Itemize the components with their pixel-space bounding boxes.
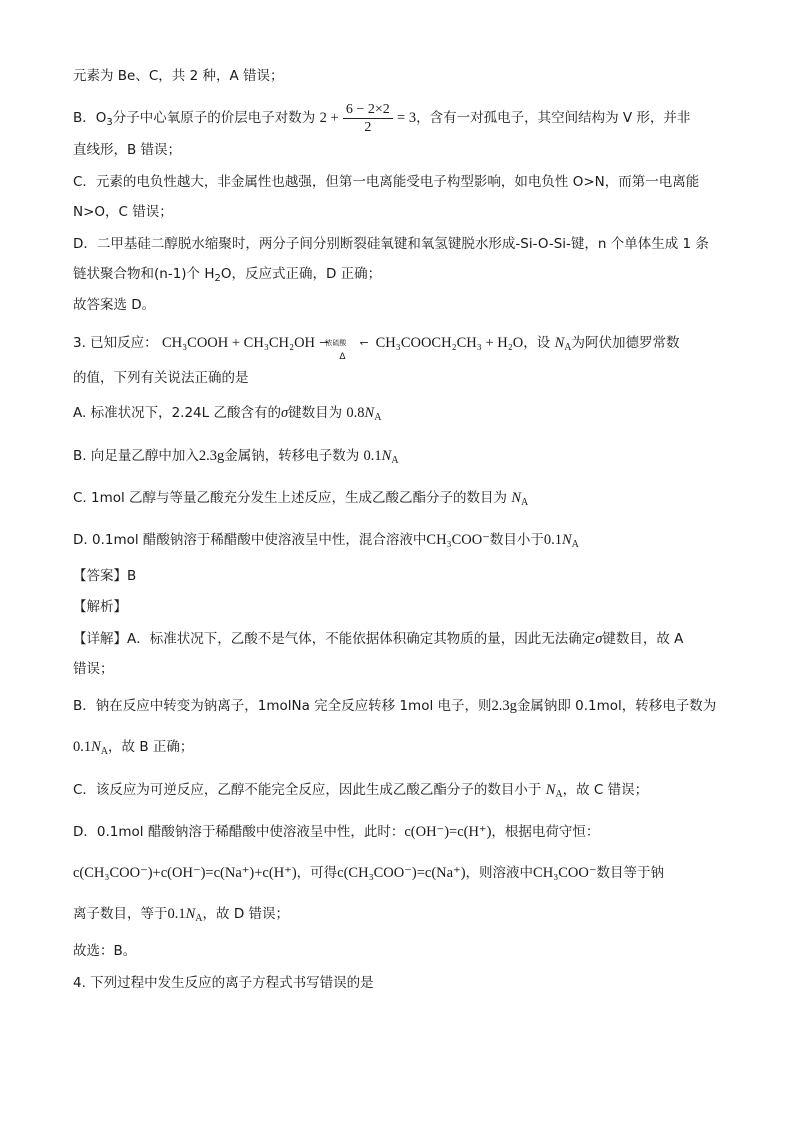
text-line: 的值，下列有关说法正确的是: [73, 370, 249, 386]
text-line: 直线形，B 错误；: [73, 142, 182, 158]
numerator: 6 − 2×2: [343, 101, 393, 119]
text-line: [73, 99, 690, 142]
fraction: [343, 101, 393, 136]
text-line: 【详解】A．标准状况下，乙酸不是气体，不能依据体积确定其物质的量，因此无法确定σ键数目，故 A: [73, 631, 684, 647]
text-line: $0.1N_A$，故 B 正确；: [73, 739, 194, 757]
subscript: 2: [214, 273, 221, 284]
equation-reactants: CH₃COOH + CH₃CH₂OH: [161, 335, 316, 351]
text-line: 故答案选 D。: [73, 297, 156, 313]
text-line: B．钠在反应中转变为钠离子，1molNa 完全反应转移 1mol 电子，则2.3g金属钠即 0.1mol，转移电子数为: [73, 698, 717, 714]
text-line: D．二甲基硅二醇脱水缩聚时，两分子间分别断裂硅氧键和氧氢键脱水形成-Si-O-Si-键，n 个单体生成 1 条: [73, 236, 709, 252]
sigma-symbol: σ: [280, 405, 289, 421]
text-line: 元素为 Be、C，共 2 种，A 错误；: [73, 68, 284, 84]
text-line: c(CH₃COO⁻)+c(OH⁻)=c(Na⁺)+c(H⁺)，可得c(CH₃COO⁻)=c(Na⁺)，则溶液中CH₃COO⁻数目等于钠: [73, 865, 665, 881]
text-line: [73, 265, 381, 288]
equation-products: CH₃COOCH₂CH₃ + H₂O: [375, 335, 524, 351]
text: 为阿伏加德罗常数: [571, 335, 680, 351]
text: 3. 已知反应：: [73, 335, 158, 351]
text-line: 离子数目，等于$0.1N_A$，故 D 错误；: [73, 906, 290, 924]
reversible-arrow-icon: ⇀ 浓硫酸 Δ ↽: [319, 336, 369, 362]
text-line: N>O，C 错误；: [73, 204, 173, 220]
text-line: C．元素的电负性越大，非金属性也越强，但第一电离能受电子构型影响，如电负性 O>N，而第一电离能: [73, 174, 700, 190]
option-d: D. 0.1mol 醋酸钠溶于稀醋酸中使溶液呈中性，混合溶液中CH₃COO⁻数目小于$0.1N_A$: [73, 532, 579, 550]
avogadro-symbol: N: [554, 335, 565, 351]
denominator: 2: [364, 119, 372, 135]
text-line: 故选：B。: [73, 943, 137, 959]
text: B．O: [73, 110, 107, 126]
analysis-label: 【解析】: [73, 599, 127, 615]
answer-label: 【答案】B: [73, 568, 137, 584]
text-line: 错误；: [73, 661, 114, 677]
text: 分子中心氧原子的价层电子对数为: [112, 110, 316, 126]
math: 2 +: [319, 110, 339, 126]
text: ，设: [523, 335, 551, 351]
question-3-line: 3. 已知反应： CH₃COOH + CH₃CH₂OH ⇀ 浓硫酸 Δ ↽ CH₃COOCH₂CH₃ + H₂O，设 $N_A$为阿伏加德罗常数: [73, 330, 679, 361]
option-b: B. 向足量乙醇中加入2.3g金属钠，转移电子数为 $0.1N_A$: [73, 448, 399, 466]
text: O，反应式正确，D 正确；: [220, 266, 382, 282]
text: 链状聚合物和(n-1)个 H: [73, 266, 215, 282]
text-line: D．0.1mol 醋酸钠溶于稀醋酸中使溶液呈中性，此时：c(OH⁻)=c(H⁺)，根据电荷守恒：: [73, 824, 600, 840]
math: = 3: [397, 110, 417, 126]
subscript: 3: [106, 117, 113, 128]
option-c: C. 1mol 乙醇与等量乙酸充分发生上述反应，生成乙酸乙酯分子的数目为 $N_A$: [73, 490, 529, 508]
text: ，含有一对孤电子，其空间结构为 V 形，并非: [416, 110, 691, 126]
question-4-line: 4. 下列过程中发生反应的离子方程式书写错误的是: [73, 975, 374, 991]
text-line: C．该反应为可逆反应，乙醇不能完全反应，因此生成乙酸乙酯分子的数目小于 $N_A$，故 C 错误；: [73, 782, 649, 800]
option-a: A. 标准状况下，2.24L 乙酸含有的σ键数目为 $0.8N_A$: [73, 405, 382, 423]
